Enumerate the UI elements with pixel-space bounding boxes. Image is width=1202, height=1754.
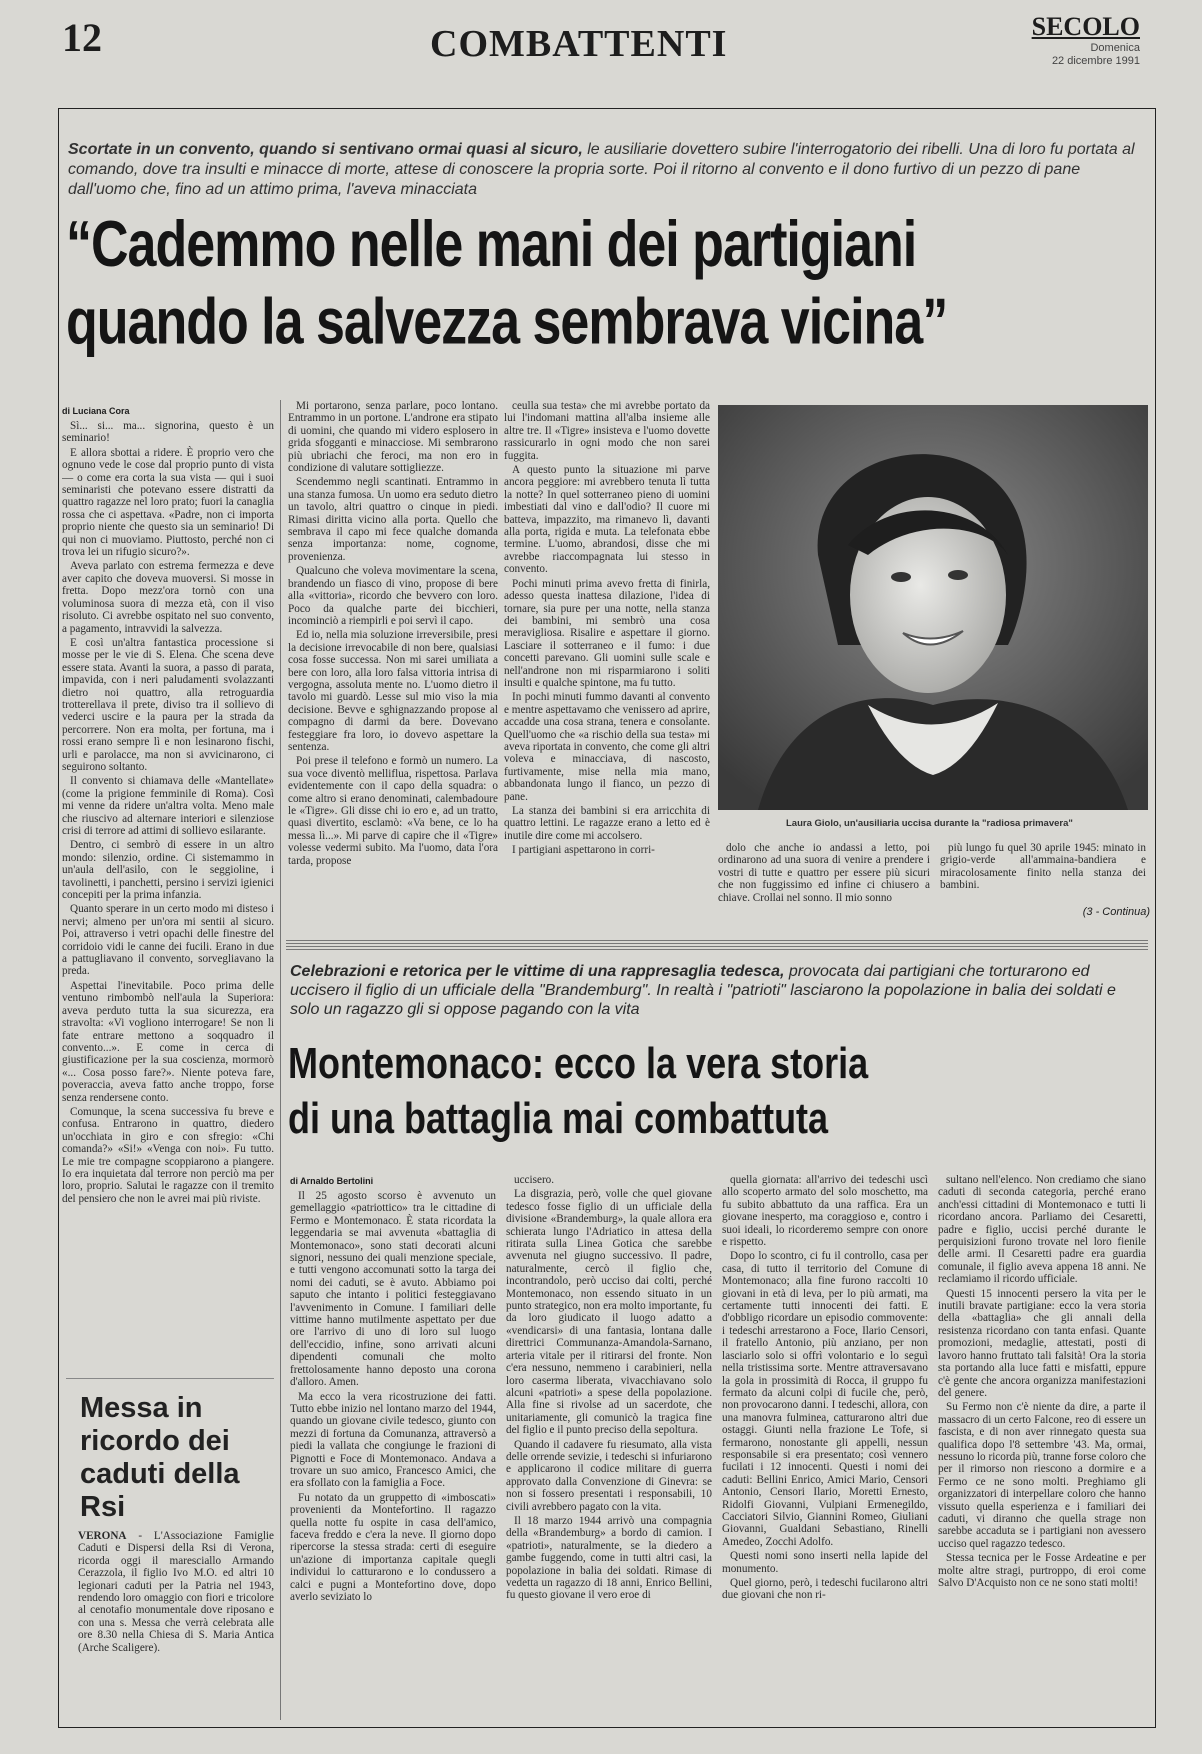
article2-c2-p: Quando il cadavere fu riesumato, alla vista delle orrende sevizie, i tedeschi si infuriarono e applicarono il codice militare di guerra approvato dalla Convenzione di Ginevra: se non si fossero presentati i responsabili, 10 civili avrebbero pagato con la vita. [506,1438,712,1513]
article1-c5-p: più lungo fu quel 30 aprile 1945: minato in grigio-verde all'ammaina-bandiera e miracolosamente finito nella stanza dei bambini. [940,842,1146,892]
article2-c3-p: quella giornata: all'arrivo dei tedeschi uscì allo scoperto armato del solo moschetto, ma fu subito abbattuto da una raffica. Era un giovane inesperto, ma coraggioso e, contro i suoi ideali, lo ricorderemo sempre con onore e rispetto. [722,1174,928,1249]
article1-c2-p: Poi prese il telefono e formò un numero. La sua voce diventò melliflua, rispettosa. Parlava evidentemente con il capo della squadra: o come altro si erano denominati, calembadoure le «Tigre». Gli disse chi io ero e, ad un tratto, quasi divertito, esclamò: «Va bene, ce lo ha messa lì...». Mi parve di capire che il «Tigre» volesse vedermi subito. Ma l'uomo, data l'ora tarda, propose [288,755,498,867]
photo-caption: Laura Giolo, un'ausiliaria uccisa durante la "radiosa primavera" [786,818,1073,829]
article1-c1-p: Aveva parlato con estrema fermezza e deve aver capito che doveva muoversi. Si mosse in fretta. Dopo mezz'ora tornò con una voluminosa suora di mezza età, con il viso risoluto. Ci avrebbe ospitato nel suo convento, a pagamento, intravvidi la salvezza. [62,560,274,635]
article1-deck [68,140,1138,200]
article1-c1-p: Dentro, ci sembrò di essere in un altro mondo: silenzio, ordine. Ci sistemammo in un'aula dell'asilo, con le seggioline, i tavolinetti, i panchetti, persino i servizi igienici concepiti per la prima infanzia. [62,839,274,902]
article1-c3-p: I partigiani aspettarono in corri- [512,844,655,857]
article2-headline-line2: di una battaglia mai combattuta [288,1093,829,1143]
article1-c3-p: In pochi minuti fummo davanti al convento e mentre aspettavamo che venissero ad aprire, accadde una cosa strana, tenera e consolante. Quell'uomo che «a rischio della sua testa» mi aveva riportata in convento, che come gli altri voleva e minacciava, di nascosto, furtivamente, mise nella mia mano, abbandonata lungo il fianco, un pezzo di pane. [504,691,710,803]
article1-deck-rest: le ausiliarie dovettero subire l'interrogatorio dei ribelli. Una di loro fu portata al comando, dove tra insulti e minacce di morte, attese di conoscere la propria sorte. Poi il ritorno al convento e il dono furtivo di un pezzo di pane dall'uomo che, fino ad un attimo prima, l'aveva minacciata [68,141,1135,198]
article2-c2-p: uccisero. [514,1174,555,1186]
article2-top-bar [286,940,1148,952]
article1-c3-p: A questo punto la situazione mi parve ancora peggiore: mi avrebbero tenuta lì tutta la notte? In quel sotterraneo pieno di uomini imbestiati dal vino e dall'odio? Il cuore mi batteva, impazzito, ma rimanevo lì, davanti alla porta, rigida e muta. La telefonata ebbe termine. L'uomo, abrandosi, disse che mi avrebbe riaccompagnata lui stesso in convento. [504,464,710,576]
column-rule [280,400,281,1720]
article1-c3-p: ceulla sua testa» che mi avrebbe portato da lui l'indomani mattina all'alba insieme alle altre tre. Il «Tigre» insisteva e l'uomo dovette rassicurarlo in ogni modo che non sarei fuggita. [504,400,710,462]
article2-column-4 [938,1174,1146,1718]
article1-c2-p: Qualcuno che voleva movimentare la scena, brandendo un fiasco di vino, propose di bere alla «vittoria», ricordo che bevvero con loro. Poco da qualche parte dei bicchieri, incominciò a riempirli e poi servì il capo. [288,565,498,627]
article1-column-3 [504,400,710,920]
article2-c3-p: Quel giorno, però, i tedeschi fucilarono altri due giovani che non ri- [722,1577,928,1602]
article2-headline-line1: Montemonaco: ecco la vera storia [288,1038,869,1088]
article2-headline [288,1036,1148,1146]
issue-date: 22 dicembre 1991 [1051,55,1140,67]
messa-title: Messa in ricordo dei caduti della Rsi [80,1392,240,1523]
article2-column-2 [506,1174,712,1718]
messa-body-text: - L'Associazione Famiglie Caduti e Dispersi della Rsi di Verona, ricorda oggi il maresciallo Armando Cerazzola, il figlio Ivo M.O. ed altri 10 legionari caduti per la Patria nel 1943, rendendo loro omaggio con fiori e tricolore al cenotafio monumentale dove riposano e con una s. Messa che verrà celebrata alle ore 8.30 nella Chiesa di S. Maria Antica (Arche Scaligere). [78,1530,274,1654]
messa-city: VERONA [78,1530,127,1542]
article1-c4-p: dolo che anche io andassi a letto, poi ordinarono ad una suora di venire a prendere i vostri di tutte e quattro per essere più sicuri che non fuggissimo ed infine ci chiusero a chiave. Crollai nel sonno. Il mio sonno [718,842,930,904]
article2-byline: di Arnaldo Bertolini [290,1176,374,1186]
article2-column-1 [290,1190,496,1718]
article2-c4-p: Su Fermo non c'è niente da dire, a parte il massacro di un certo Falcone, reo di essere un fascista, e di non aver rinnegato questa sua qualifica dopo l'8 settembre '43. Ma, ormai, nessuno lo ricorda più, tranne forse coloro che per il rimorso non riescono a dormire e a Fermo ce ne sono molti. Preghiamo gli organizzatori di interpellare coloro che hanno vissuto quella esperienza e i familiari dei caduti, vi diranno che quella strage non sarebbe accaduta se i partigiani non avessero ucciso quel ragazzo tedesco. [938,1401,1146,1550]
article1-column-1 [62,420,274,1368]
article1-c1-p: Aspettai l'inevitabile. Poco prima delle ventuno rimbombò nell'aula la Superiora: aveva perduto tutta la sua sicurezza, era stravolta: «Vi vogliono interrogare! Se non li fate entrare mettono a soqquadro il convento...». E come in cerca di giustificazione per la sua coscienza, mormorò «... Cosa posso fare?». Niente poteva fare, poveraccia, aveva fatto anche troppo, forse senza rendersene conto. [62,979,274,1104]
article1-deck-lead: Scortate in un convento, quando si sentivano ormai quasi al sicuro, [68,141,583,158]
box-rule [66,1378,274,1379]
issue-day: Domenica [1090,42,1140,54]
article2-deck [290,962,1130,1019]
article1-headline-line2: quando la salvezza sembrava vicina” [66,286,948,359]
page-number: 12 [62,15,102,60]
article1-c3-p: Pochi minuti prima avevo fretta di finirla, adesso questa inattesa dilazione, l'idea di tornare, sia pure per una notte, nella stanza dei bambini, mi sembrò una cosa meravigliosa. Risalire e aspettare il giorno. Lasciare il sotterraneo e il fumo: i due concetti parevano. Gli uomini sulle scale e nell'androne non mi risparmiarono i soliti insulti e qualche spintone, ma fu tutto. [504,577,710,689]
section-title: COMBATTENTI [430,23,728,65]
article1-byline: di Luciana Cora [62,406,130,416]
messa-text [78,1530,274,1654]
masthead [1032,12,1140,68]
article1-c2-p: Mi portarono, senza parlare, poco lontano. Entrammo in un portone. L'androne era stipato di uomini, che quando mi videro esplosero in grida sfogganti e minacciose. Mi sembrarono più ubriachi che feroci, ma non ero in condizione di valutare sottigliezze. [288,400,498,475]
article1-column-2 [288,400,498,920]
article2-column-3 [722,1174,928,1718]
article1-headline-line1: “Cademmo nelle mani dei partigiani [66,208,917,281]
portrait-image [718,405,1148,810]
article2-deck-lead: Celebrazioni e retorica per le vittime di una rappresaglia tedesca, [290,963,785,980]
article2-c3-p: Questi nomi sono inserti nella lapide del monumento. [722,1550,928,1575]
article2-c2-p: La disgrazia, però, volle che quel giovane tedesco fosse figlio di un ufficiale della divisione «Brandemburg», la quale allora era schierata lungo l'Adriatico in attesa della ritirata sulla Linea Gotica che sarebbe avvenuta nel giugno successivo. Il padre, naturalmente, cercò il figlio che, incontrandolo, però ucciso dai colti, perché Montemonaco, non essendo situato in un punto strategico, non era molto importante, fu da loro giudicato il luogo adatto a «vendicarsi» di una fantasia, lontana dalle direttrici Communanza-Amandola-Sarnano, arteria vitale per il ritirarsi del fronte. Non c'era nessuno, nemmeno i carabinieri, nella loro caserma liberata, vivacchiavano solo alcuni «patrioti» a spese della popolazione. Alla fine si rivolse ad un sacerdote, che unitariamente, gli comunicò la tragica fine del figlio e il punto preciso della sepoltura. [506,1188,712,1437]
article1-headline [66,206,1146,361]
article1-c1-p: Sì... si... ma... signorina, questo è un seminario! [62,420,274,445]
article1-c1-p: Il convento si chiamava delle «Mantellate» (come la prigione femminile di Roma). Così mi venne da ridere un'altra volta. Meno male che riuscivo ad alternare interiori e silenziose crisi di terrore ad attimi di sollievo esilarante. [62,775,274,837]
article2-c2-p: Il 18 marzo 1944 arrivò una compagnia della «Brandemburg» a bordo di camion. I «patrioti», naturalmente, se la diedero a gambe fuggendo, come in tutti altri casi, la popolazione in balia dei soldati. Rimase di vedetta un ragazzo di 18 anni, Enrico Bellini, fu questo giovane il vero eroe di [506,1514,712,1602]
article2-c1-p: Ma ecco la vera ricostruzione dei fatti. Tutto ebbe inizio nel lontano marzo del 1944, quando un giovane civile tedesco, giunto con mezzi di fortuna da Comunanza, attraversò a piedi la vallata che congiunge le frazioni di Pignotti e Foce di Montemonaco. Andava a trovare un suo amico, Francesco Amici, che era sfollato con la famiglia a Foce. [290,1390,496,1490]
article2-c4-p: sultano nell'elenco. Non crediamo che siano caduti di seconda categoria, perché erano anch'essi cittadini di Montemonaco e tutti li ricordano ancora. Parliamo dei Cesaretti, padre e figlio, uccisi perché durante le perquisizioni furono trovate nel loro fienile delle armi. Il Cesaretti padre era guardia comunale, il figlio aveva appena 18 anni. Ne reclamiamo il ricordo ufficiale. [938,1174,1146,1286]
article2-c1-p: Fu notato da un gruppetto di «imboscati» provenienti da Montefortino. Il ragazzo quella notte fu ospite in casa dell'amico, faceva freddo e c'era la neve. Il giorno dopo ripercorse la stessa strada: certi di eseguire un'azione di importanza capitale quegli individui lo catturarono e lo condussero a calci e pugni a Montefortino dove, dopo averlo seviziato lo [290,1491,496,1603]
portrait-photo [718,405,1148,810]
article1-column-5 [940,842,1146,902]
article2-c4-p: Stessa tecnica per le Fosse Ardeatine e per molte altre stragi, purtroppo, di eroi come Salvo D'Acquisto non ce ne sono stati molti! [938,1552,1146,1589]
article1-column-4 [718,842,930,924]
newspaper-name: SECOLO [1031,12,1140,41]
messa-body [78,1530,274,1720]
article1-c2-p: Ed io, nella mia soluzione irreversibile, presi la decisione irrevocabile di non bere, qualsiasi cosa fosse successa. Non mi sarei umiliata a bere con loro, alla loro falsa vittoria intrisa di vergogna, assoluta mente no. L'uomo dietro il tavolo mi guardò. Lesse sul mio viso la mia decisione. Bevve e sghignazzando propose al compagno di darmi da bere. Dovevano festeggiare fra loro, io dovevo aspettare la sentenza. [288,629,498,753]
article1-c2-p: Scendemmo negli scantinati. Entrammo in una stanza fumosa. Un uomo era seduto dietro un tavolo, altri quattro o cinque in piedi. Rimasi diritta vicino alla porta. Quello che sembrava il capo mi fece qualche domanda senza importanza: nome, cognome, provenienza. [288,476,498,563]
article2-c3-p: Dopo lo scontro, ci fu il controllo, casa per casa, di tutto il territorio del Comune di Montemonaco; alla fine furono raccolti 10 giovani in età di leva, per lo più armati, ma certamente tutti innocenti dei fatti. E d'obbligo ricordare un episodio commovente: i tedeschi arrestarono a Foce, Ilario Censori, il fratello Antonio, più anziano, per non lasciarlo solo si offrì volontario e lo seguì nella tristissima sorte. Mentre attraversavano la gola in prossimità di Rocca, il gruppo fu fermato da alcuni colpi di fucile che, però, non provocarono danni. I tedeschi, allora, con una manovra fulminea, catturarono altri due ostaggi. Giunti nella frazione Le Tofe, si fermarono, nonostante gli appelli, nessun responsabile si era presentato; così vennero fucilati i 12 innocenti. Questi i nomi dei caduti: Bellini Enrico, Amici Mario, Censori Antonio, Censori Ilario, Moretti Ernesto, Ridolfi Giovanni, Vulpiani Ermenegildo, Cacciatori Silvio, Giannini Romeo, Giuliani Giovanni, Gualdani Sebastiano, Rinelli Amedeo, Zocchi Adolfo. [722,1250,928,1548]
article1-c1-p: E allora sbottai a ridere. È proprio vero che ognuno vede le cose dal proprio punto di vista — o come era corta la sua vista — qui i suoi seminaristi che potevano essere distratti da quattro ragazze nel loro prato; fuori la canaglia rossa che ci aspettava. «Padre, non ci importa proprio niente che questo sia un seminario! Di qui non ci muoviamo. Piuttosto, perché non ci trova lei un rifugio sicuro?». [62,446,274,559]
article2-c1-p: Il 25 agosto scorso è avvenuto un gemellaggio «patriottico» tra le cittadine di Fermo e Montemonaco. È stata ricordata la leggendaria se mai avvenuta «battaglia di Montemonaco», sono stati decorati alcuni signori, nessuno dei quali menzione speciale, e tutti vengono accomunati sotto la targa dei nomi dei caduti, se è avuto. Abbiamo poi saputo che intanto i politici festeggiavano l'avvenimento in Comune. I familiari delle vittime hanno mutilmente aspettato per due ore l'arrivo di uno di loro sul luogo dell'eccidio, infine, sono arrivati alcuni dipendenti comunali che molto frettolosamente hanno deposto una corona d'alloro. Amen. [290,1190,496,1389]
article1-c1-p: Quanto sperare in un certo modo mi disteso i nervi; almeno per un'ora mi sentii al sicuro. Poi, attraverso i vetri opachi delle finestre del corridoio vidi le canne dei fucili. Erano in due a pattugliavano il convento, sorvegliavano la preda. [62,903,274,978]
article1-c1-p: E così un'altra fantastica processione si mosse per le vie di S. Elena. Che scena deve essere stata. Avanti la suora, a passo di parata, impavida, con i neri paludamenti svolazzanti dietro noi quattro, alla retroguardia trotterellava il prete, diviso tra il sollievo di vederci uscire e la paura per la strada da percorrere. Non era molta, per fortuna, ma i rossi erano sempre lì e non lesinarono fischi, urli e parolacce, ma non si avvicinarono, ci seguirono soltanto. [62,636,274,773]
article2-deck-rest: provocata dai partigiani che torturarono ed uccisero il figlio di un ufficiale della "Brandemburg". In realtà i "patrioti" lasciarono la popolazione in balia dei soldati e solo un ragazzo gli si oppose pagando con la vita [290,963,1116,1018]
article1-c1-p: Comunque, la scena successiva fu breve e confusa. Entrarono in quattro, diedero un'occhiata in giro e con sfregio: «Chi comanda?» «Si!» «Venga con noi». Fu tutto. Le mie tre compagne scoppiarono a piangere. Io era inquietata dal terrore non perciò ma per loro, proprio. Salutai le ragazze con il tremito del pensiero che non le avrei mai più riviste. [62,1105,274,1205]
article2-c4-p: Questi 15 innocenti persero la vita per le inutili bravate partigiane: ecco la vera storia della «battaglia» che gli annali della resistenza ricordano con tanta enfasi. Quante promozioni, medaglie, attestati, posti di lavoro hanno fruttato tali falsità! Ora la storia sta portando alla luce fatti e misfatti, eppure c'è gente che ancora organizza manifestazioni del genere. [938,1287,1146,1399]
continua-note: (3 - Continua) [1082,906,1150,918]
article1-c3-p: La stanza dei bambini si era arricchita di quattro lettini. Le ragazze erano a letto ed è inutile dire come mi accolsero. [504,805,710,842]
